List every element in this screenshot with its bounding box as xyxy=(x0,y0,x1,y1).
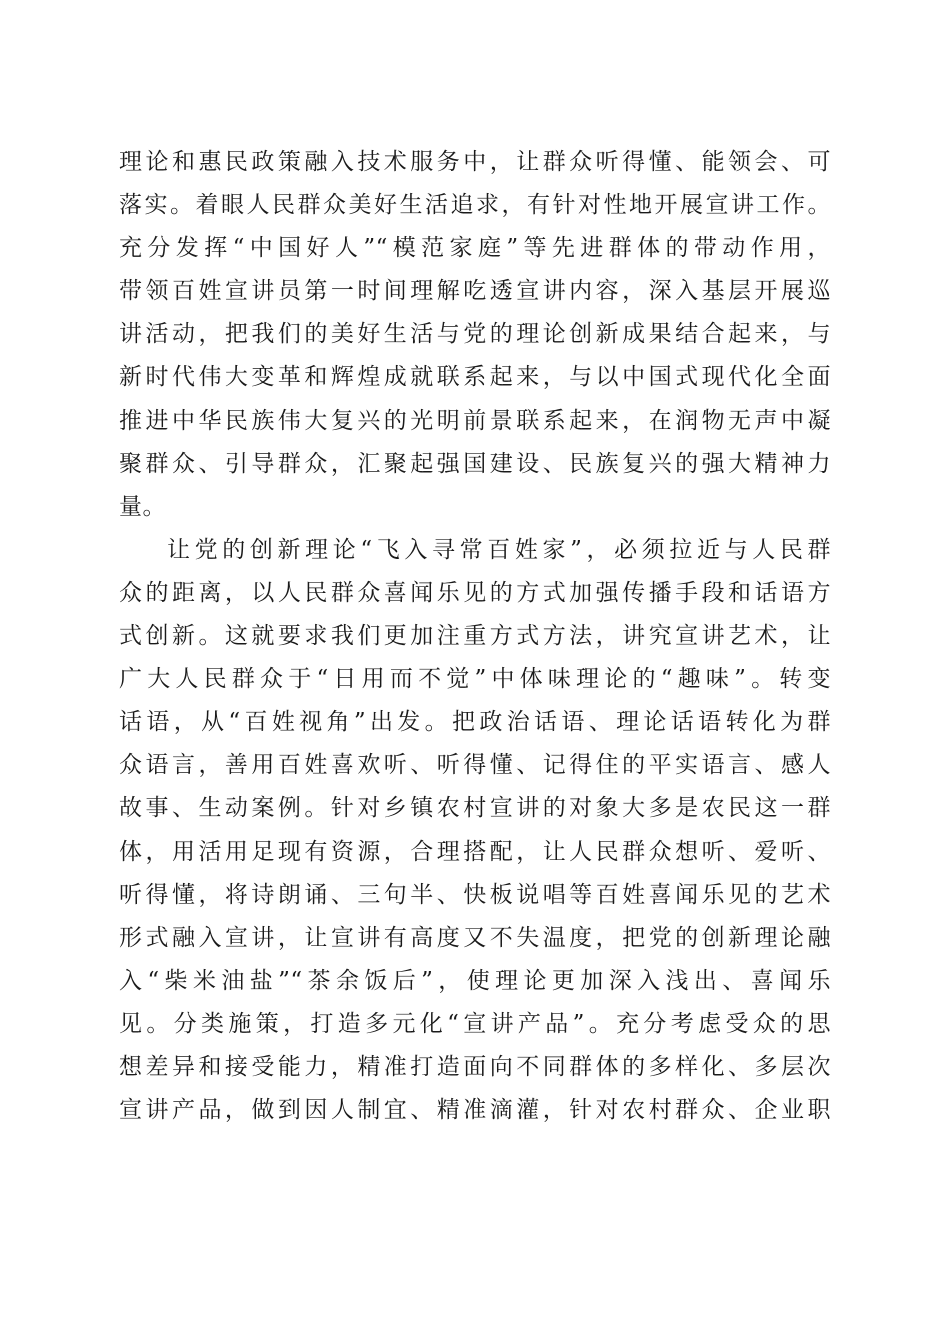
text-line: 充分发挥“中国好人”“模范家庭”等先进群体的带动作用， xyxy=(119,235,831,262)
text-line: 式创新。这就要求我们更加注重方式方法，讲究宣讲艺术，让 xyxy=(119,623,831,650)
text-line: 聚群众、引导群众，汇聚起强国建设、民族复兴的强大精神力 xyxy=(119,450,831,477)
text-line: 故事、生动案例。针对乡镇农村宣讲的对象大多是农民这一群 xyxy=(119,795,831,822)
text-line: 见。分类施策，打造多元化“宣讲产品”。充分考虑受众的思 xyxy=(119,1010,831,1037)
text-line: 推进中华民族伟大复兴的光明前景联系起来，在润物无声中凝 xyxy=(119,407,831,434)
text-line: 听得懂，将诗朗诵、三句半、快板说唱等百姓喜闻乐见的艺术 xyxy=(119,881,831,908)
text-line: 广大人民群众于“日用而不觉”中体味理论的“趣味”。转变 xyxy=(119,666,831,693)
text-line: 入“柴米油盐”“茶余饭后”，使理论更加深入浅出、喜闻乐 xyxy=(119,967,831,994)
text-line: 让党的创新理论“飞入寻常百姓家”，必须拉近与人民群 xyxy=(167,536,831,563)
text-line: 话语，从“百姓视角”出发。把政治话语、理论话语转化为群 xyxy=(119,709,831,736)
text-line: 众语言，善用百姓喜欢听、听得懂、记得住的平实语言、感人 xyxy=(119,752,831,779)
paragraph-1 xyxy=(119,141,831,529)
text-line: 宣讲产品，做到因人制宜、精准滴灌，针对农村群众、企业职 xyxy=(119,1097,831,1124)
text-line: 新时代伟大变革和辉煌成就联系起来，与以中国式现代化全面 xyxy=(119,364,831,391)
text-line: 体，用活用足现有资源，合理搭配，让人民群众想听、爱听、 xyxy=(119,838,831,865)
paragraph-2 xyxy=(119,529,831,1132)
text-line: 带领百姓宣讲员第一时间理解吃透宣讲内容，深入基层开展巡 xyxy=(119,278,831,305)
text-line: 形式融入宣讲，让宣讲有高度又不失温度，把党的创新理论融 xyxy=(119,924,831,951)
text-line: 理论和惠民政策融入技术服务中，让群众听得懂、能领会、可 xyxy=(119,149,831,175)
text-line: 众的距离，以人民群众喜闻乐见的方式加强传播手段和话语方 xyxy=(119,579,831,606)
text-line: 讲活动，把我们的美好生活与党的理论创新成果结合起来，与 xyxy=(119,321,831,348)
text-line: 想差异和接受能力，精准打造面向不同群体的多样化、多层次 xyxy=(119,1053,831,1080)
text-line: 量。 xyxy=(119,493,166,520)
document-body xyxy=(119,141,831,1132)
text-line: 落实。着眼人民群众美好生活追求，有针对性地开展宣讲工作。 xyxy=(119,192,831,219)
